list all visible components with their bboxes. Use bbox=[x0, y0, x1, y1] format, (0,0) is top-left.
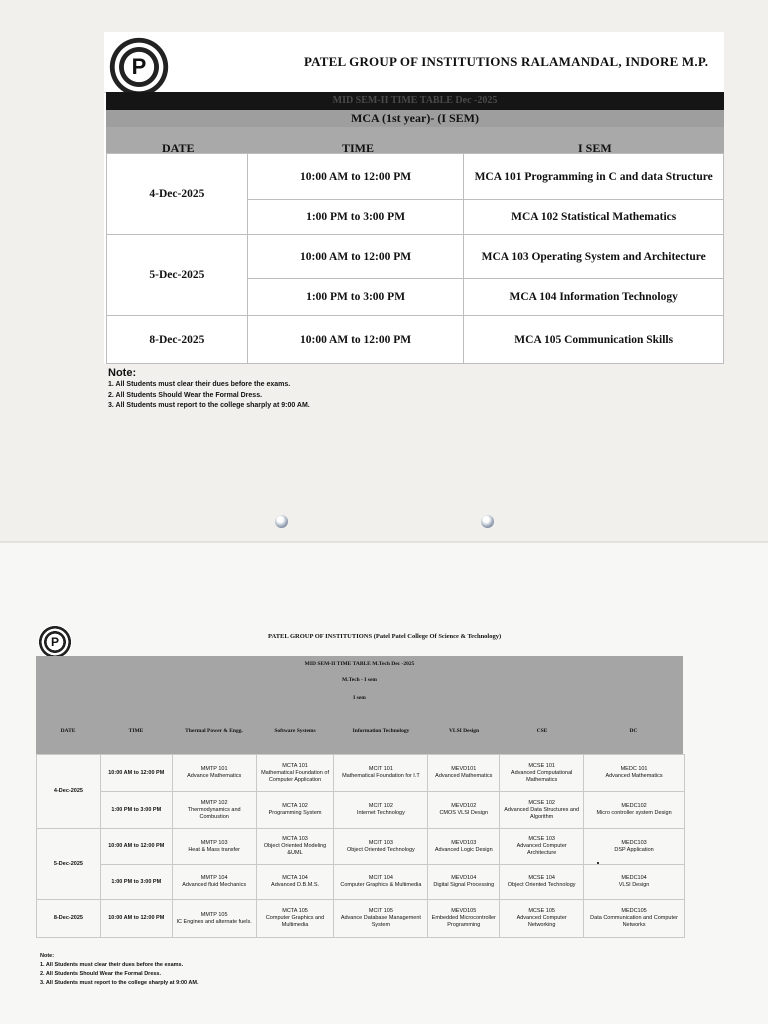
column-header-cse: CSE bbox=[536, 728, 548, 734]
subject-cell: MEDC103 DSP Application bbox=[584, 829, 685, 865]
subject-cell: MMTP 101 Advance Mathematics bbox=[172, 755, 256, 792]
table-column-headers bbox=[106, 127, 724, 153]
exam-time: 1:00 PM to 3:00 PM bbox=[100, 865, 172, 900]
mtech-timetable bbox=[36, 754, 685, 938]
exam-date: 4-Dec-2025 bbox=[107, 154, 248, 235]
exam-banner: MID SEM-II TIME TABLE M.Tech Dec -2025 bbox=[304, 661, 415, 667]
mca-timetable bbox=[106, 153, 724, 364]
column-header-date: DATE bbox=[60, 728, 76, 734]
table-row bbox=[37, 829, 685, 865]
exam-time: 10:00 AM to 12:00 PM bbox=[247, 154, 464, 200]
note-item: 1. All Students must clear their dues before the exams. bbox=[40, 962, 184, 968]
subject-cell: MEVD103 Advanced Logic Design bbox=[428, 829, 500, 865]
subject-cell: MCTA 103 Object Oriented Modeling &UML bbox=[256, 829, 334, 865]
subject-cell: MCTA 105 Computer Graphics and Multimedia bbox=[256, 900, 334, 938]
exam-date: 8-Dec-2025 bbox=[107, 316, 248, 364]
column-header-semester: I SEM bbox=[578, 141, 612, 155]
subject-cell: MMTP 103 Heat & Mass transfer bbox=[172, 829, 256, 865]
exam-time: 10:00 AM to 12:00 PM bbox=[100, 900, 172, 938]
notes-title: Note: bbox=[40, 953, 55, 959]
mtech-timetable-page bbox=[0, 543, 768, 1024]
column-header-dc: DC bbox=[629, 728, 638, 734]
subject-cell: MCIT 101 Mathematical Foundation for I.T bbox=[334, 755, 428, 792]
institution-logo: P bbox=[38, 625, 72, 659]
exam-time: 10:00 AM to 12:00 PM bbox=[100, 829, 172, 865]
subject-cell: MEVD101 Advanced Mathematics bbox=[428, 755, 500, 792]
subject-cell: MMTP 104 Advanced fluid Mechanics bbox=[172, 865, 256, 900]
table-row bbox=[107, 235, 724, 279]
exam-subject: MCA 105 Communication Skills bbox=[464, 316, 724, 364]
table-row bbox=[37, 900, 685, 938]
timetable-header-block bbox=[36, 656, 683, 754]
program-title: MCA (1st year)- (I SEM) bbox=[106, 110, 724, 127]
institution-title: PATEL GROUP OF INSTITUTIONS RALAMANDAL, INDORE M.P. bbox=[304, 54, 709, 69]
institution-title: PATEL GROUP OF INSTITUTIONS (Patel Patel College Of Science & Technology) bbox=[268, 633, 502, 640]
exam-date: 5-Dec-2025 bbox=[37, 829, 101, 900]
note-item: 2. All Students Should Wear the Formal Dress. bbox=[108, 391, 263, 399]
table-row bbox=[107, 316, 724, 364]
table-row bbox=[107, 154, 724, 200]
exam-time: 1:00 PM to 3:00 PM bbox=[247, 279, 464, 316]
table-row bbox=[37, 755, 685, 792]
subject-cell: MCSE 101 Advanced Computational Mathematics bbox=[500, 755, 584, 792]
column-header-thermal: Thermal Power & Engg. bbox=[185, 728, 243, 734]
subject-cell: MCSE 102 Advanced Data Structures and Algorithm bbox=[500, 792, 584, 829]
subject-cell: MMTP 102 Thermodynamics and Combustion bbox=[172, 792, 256, 829]
column-header-it: Information Technology bbox=[352, 728, 410, 734]
subject-cell: MCTA 104 Advanced D.B.M.S. bbox=[256, 865, 334, 900]
exam-date: 5-Dec-2025 bbox=[107, 235, 248, 316]
subject-cell: MCTA 101 Mathematical Foundation of Computer Application bbox=[256, 755, 334, 792]
column-header-time: TIME bbox=[342, 141, 375, 155]
subject-cell: MEVD105 Embedded Microcontroller Programming bbox=[428, 900, 500, 938]
program-title: M.Tech - I sem bbox=[342, 677, 377, 683]
exam-subject: MCA 101 Programming in C and data Structure bbox=[464, 154, 724, 200]
column-header-software: Software Systems bbox=[274, 728, 316, 734]
subject-cell: MCIT 104 Computer Graphics & Multimedia bbox=[334, 865, 428, 900]
semester-label: I sem bbox=[353, 695, 366, 701]
exam-time: 10:00 AM to 12:00 PM bbox=[247, 235, 464, 279]
exam-subject: MCA 102 Statistical Mathematics bbox=[464, 200, 724, 235]
subject-cell: MEDC102 Micro controller system Design bbox=[584, 792, 685, 829]
exam-subject: MCA 104 Information Technology bbox=[464, 279, 724, 316]
exam-time: 1:00 PM to 3:00 PM bbox=[100, 792, 172, 829]
subject-cell: MEVD104 Digital Signal Processing bbox=[428, 865, 500, 900]
subject-cell: MCIT 105 Advance Database Management System bbox=[334, 900, 428, 938]
exam-time: 1:00 PM to 3:00 PM bbox=[247, 200, 464, 235]
subject-cell: MMTP 105 IC Engines and alternate fuels. bbox=[172, 900, 256, 938]
note-item: 1. All Students must clear their dues before the exams. bbox=[108, 381, 291, 388]
notes-title: Note: bbox=[108, 367, 137, 379]
subject-cell: MEDC104 VLSI Design bbox=[584, 865, 685, 900]
notes-section bbox=[40, 952, 340, 988]
column-header-vlsi: VLSI Design bbox=[448, 728, 480, 734]
exam-time: 10:00 AM to 12:00 PM bbox=[247, 316, 464, 364]
note-item: 2. All Students Should Wear the Formal Dress. bbox=[40, 971, 162, 977]
exam-date: 4-Dec-2025 bbox=[37, 755, 101, 829]
note-item: 3. All Students must report to the college sharply at 9:00 AM. bbox=[40, 980, 199, 986]
subject-cell: MCTA 102 Programming System bbox=[256, 792, 334, 829]
column-header-date: DATE bbox=[162, 141, 195, 155]
note-item: 3. All Students must report to the college sharply at 9:00 AM. bbox=[108, 402, 310, 409]
table-row bbox=[37, 865, 685, 900]
column-header-time: TIME bbox=[128, 728, 144, 734]
subject-cell: MCSE 104 Object Oriented Technology bbox=[500, 865, 584, 900]
subject-cell: MCSE 103 Advanced Computer Architecture bbox=[500, 829, 584, 865]
subject-cell: MEDC105 Data Communication and Computer Networks bbox=[584, 900, 685, 938]
exam-date: 8-Dec-2025 bbox=[37, 900, 101, 938]
exam-banner: MID SEM-II TIME TABLE Dec -2025 bbox=[106, 92, 724, 110]
subject-cell: MCIT 103 Object Oriented Technology bbox=[334, 829, 428, 865]
mca-timetable-page bbox=[104, 32, 724, 364]
page-header bbox=[104, 32, 724, 93]
subject-cell: MEDC 101 Advanced Mathematics bbox=[584, 755, 685, 792]
subject-cell: MCSE 105 Advanced Computer Networking bbox=[500, 900, 584, 938]
notes-section bbox=[108, 366, 508, 412]
subject-cell: MEVD102 CMOS VLSI Design bbox=[428, 792, 500, 829]
subject-cell: MCIT 102 Internet Technology bbox=[334, 792, 428, 829]
exam-subject: MCA 103 Operating System and Architecture bbox=[464, 235, 724, 279]
punch-hole-right bbox=[481, 515, 494, 528]
ink-speck bbox=[597, 862, 599, 864]
table-row bbox=[37, 792, 685, 829]
exam-time: 10:00 AM to 12:00 PM bbox=[100, 755, 172, 792]
punch-hole-left bbox=[275, 515, 288, 528]
institution-logo: P bbox=[108, 36, 170, 98]
